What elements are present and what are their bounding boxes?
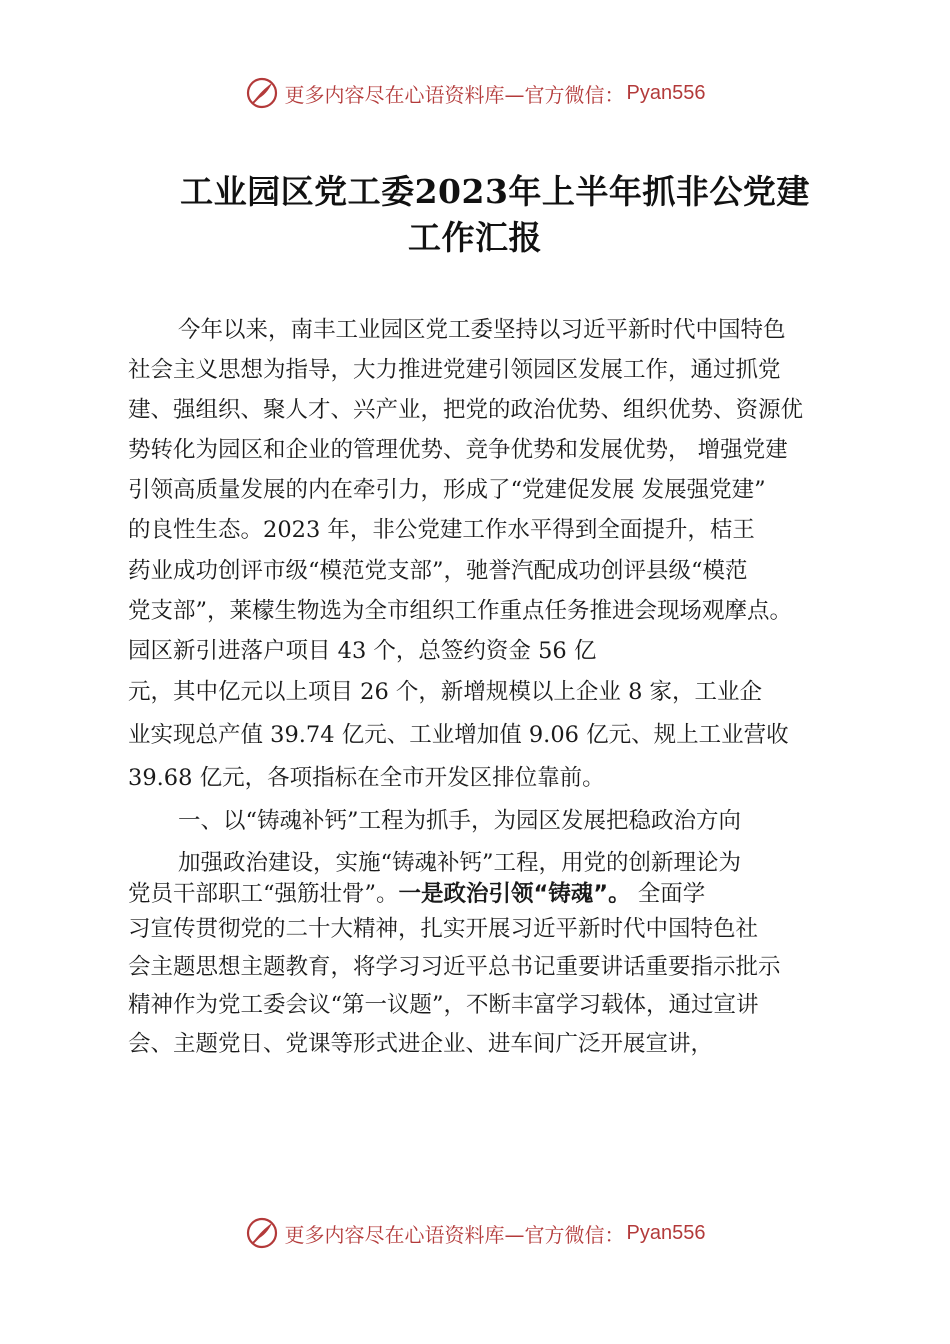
quill-logo-icon <box>245 1216 279 1250</box>
body-line: 今年以来，南丰工业园区党工委坚持以习近平新时代中国特色 <box>178 317 786 343</box>
body-line: 建、强组织、聚人才、兴产业，把党的政治优势、组织优势、资源优 <box>128 397 804 423</box>
body-line: 的良性生态。2023 年，非公党建工作水平得到全面提升，桔王 <box>128 517 755 543</box>
banner-wechat-id: Pyan556 <box>626 1221 706 1244</box>
body-line-with-highlight <box>128 876 705 908</box>
body-text-segment: 党员干部职工“强筋壮骨”。 <box>128 881 399 907</box>
body-line: 社会主义思想为指导，大力推进党建引领园区发展工作，通过抓党 <box>128 357 781 383</box>
quill-logo-icon <box>245 76 279 110</box>
body-line: 药业成功创评市级“模范党支部”，驰誉汽配成功创评县级“模范 <box>128 558 748 584</box>
banner-text: 更多内容尽在心语资料库—官方微信： <box>284 82 625 107</box>
body-line: 党支部”，莱檬生物选为全市组织工作重点任务推进会现场观摩点。 <box>128 598 793 624</box>
body-line: 精神作为党工委会议“第一议题”，不断丰富学习载体，通过宣讲 <box>128 992 759 1018</box>
bold-highlight-phrase: 一是政治引领“铸魂”。 <box>398 881 631 907</box>
banner-text: 更多内容尽在心语资料库—官方微信： <box>284 1222 625 1247</box>
header-watermark-banner <box>0 73 950 113</box>
section-heading-1: 一、以“铸魂补钙”工程为抓手，为园区发展把稳政治方向 <box>178 808 742 834</box>
document-title-line-1: 工业园区党工委2023年上半年抓非公党建 <box>180 172 810 211</box>
footer-watermark-banner <box>0 1213 950 1253</box>
body-line: 业实现总产值 39.74 亿元、工业增加值 9.06 亿元、规上工业营收 <box>128 722 789 748</box>
body-line: 习宣传贯彻党的二十大精神，扎实开展习近平新时代中国特色社 <box>128 916 759 942</box>
body-line: 势转化为园区和企业的管理优势、竞争优势和发展优势， 增强党建 <box>128 437 788 463</box>
body-line: 加强政治建设，实施“铸魂补钙”工程，用党的创新理论为 <box>178 850 742 876</box>
banner-wechat-id: Pyan556 <box>626 81 706 104</box>
body-line: 39.68 亿元，各项指标在全市开发区排位靠前。 <box>128 765 605 791</box>
body-line: 园区新引进落户项目 43 个，总签约资金 56 亿 <box>128 638 597 664</box>
body-line: 元，其中亿元以上项目 26 个，新增规模以上企业 8 家，工业企 <box>128 679 763 705</box>
body-text-segment: 全面学 <box>630 881 706 907</box>
body-line: 会、主题党日、党课等形式进企业、进车间广泛开展宣讲， <box>128 1031 714 1057</box>
body-line: 会主题思想主题教育，将学习习近平总书记重要讲话重要指示批示 <box>128 954 781 980</box>
document-title-line-2: 工作汇报 <box>408 218 542 257</box>
body-line: 引领高质量发展的内在牵引力，形成了“党建促发展 发展强党建” <box>128 477 766 503</box>
